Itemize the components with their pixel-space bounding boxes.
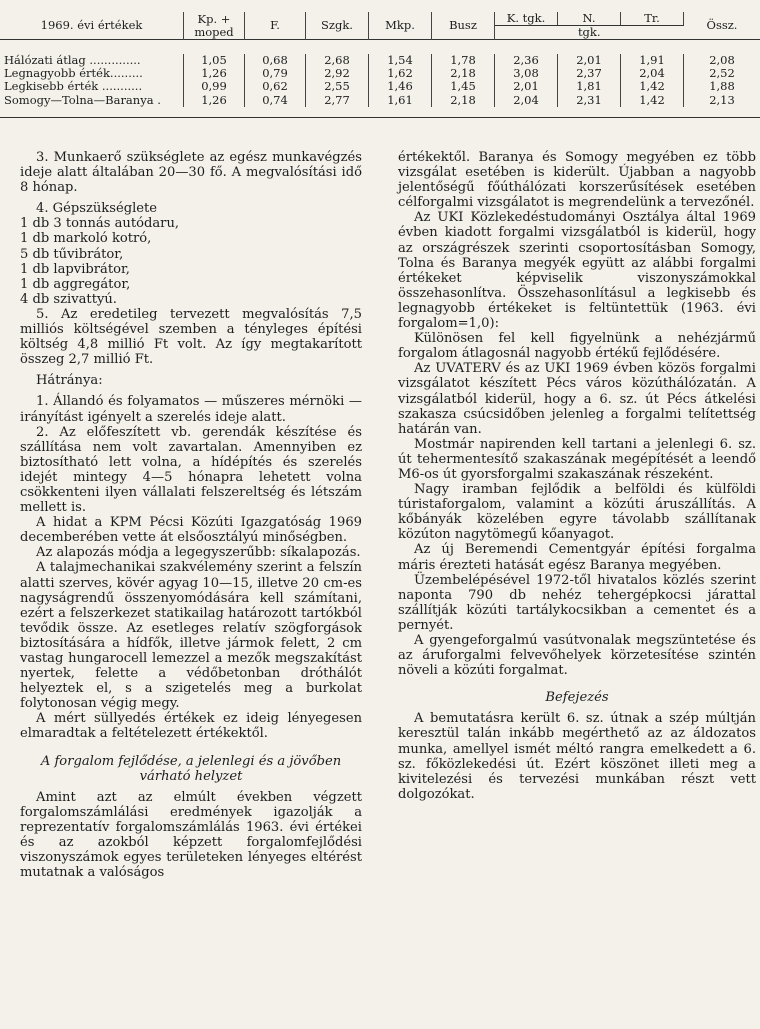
list-item: 1 db aggregátor, <box>20 276 131 292</box>
header-tgk: tgk. <box>495 26 684 40</box>
paragraph: értékektől. Baranya és Somogy megyében ez több vizsgálat esetében is kiderült. Újabban a nagyobb jelentőségű főúthálózati korszerűsítések esetében célforgalmi vizsgálatot is megrendelünk a tervezőnél. <box>398 150 756 211</box>
section-heading: A forgalom fejlődése, a jelenlegi és a jövőben várható helyzet <box>40 753 342 784</box>
traffic-table-wrapper <box>0 12 760 118</box>
left-column <box>20 150 362 880</box>
table-cell: 1,42 <box>621 80 684 93</box>
table-cell: 1,81 <box>558 80 621 93</box>
table-cell: 1,42 <box>621 94 684 107</box>
table-cell: 0,74 <box>245 94 306 107</box>
row-label: Somogy—Tolna—Baranya . <box>0 94 184 107</box>
paragraph: 4. Gépszükséglete <box>36 201 158 217</box>
table-cell: 2,18 <box>432 67 495 80</box>
header-f: F. <box>245 12 306 40</box>
right-column <box>398 150 756 802</box>
table-cell: 0,99 <box>184 80 245 93</box>
table-cell: 2,92 <box>306 67 369 80</box>
paragraph: 5. Az eredetileg tervezett megvalósítás 7,5 milliós költségével szemben a tényleges építési költség 4,8 millió Ft volt. Az így megtakarított összeg 2,7 millió Ft. <box>20 306 362 368</box>
paragraph: A hidat a KPM Pécsi Közúti Igazgatóság 1969 decemberében vette át elsőosztályú minőségben. <box>20 515 362 546</box>
header-ossz: Össz. <box>706 18 738 32</box>
header-n: N. <box>558 12 621 26</box>
header-busz: Busz <box>432 12 495 40</box>
paragraph: A mért süllyedés értékek ez ideig lényegesen elmaradtak a feltételezett értékektől. <box>20 711 362 742</box>
list-item: 1 db 3 tonnás autódaru, <box>20 216 180 232</box>
paragraph: 1. Állandó és folyamatos — műszeres mérnöki — irányítást igényelt a szerelés ideje alatt. <box>20 394 362 425</box>
header-ktgk: K. tgk. <box>495 12 558 26</box>
table-row <box>0 80 760 93</box>
paragraph: Hátránya: <box>36 373 103 389</box>
table-row <box>0 94 760 107</box>
row-label: Hálózati átlag .............. <box>0 54 184 67</box>
paragraph: Nagy iramban fejlődik a belföldi és külföldi túristaforgalom, valamint a közúti áruszállítás. A kőbányák közelében egyre távolabb szállítanak közúton nagytömegű kőanyagot. <box>398 482 756 543</box>
list-item: 4 db szivattyú. <box>20 291 117 307</box>
paragraph: Mostmár napirenden kell tartani a jelenlegi 6. sz. út tehermentesítő szakaszának megépítését a leendő M6-os út gyorsforgalmi szakaszának részeként. <box>398 436 756 482</box>
table-cell: 2,68 <box>306 54 369 67</box>
paragraph: Amint azt az elmúlt években végzett forgalomszámlálási eredmények igazolják a reprezentatív forgalomszámlálás 1963. évi értékei és az azokból képzett forgalomfejlődési viszonyszámok egyes területeken lényeges eltérést mutatnak a valóságos <box>20 789 362 881</box>
row-label: Legkisebb érték ........... <box>0 80 184 93</box>
header-year: 1969. évi értékek <box>0 12 184 40</box>
table-cell: 0,62 <box>245 80 306 93</box>
paragraph: 2. Az előfeszített vb. gerendák készítése és szállítása nem volt zavartalan. Amennyiben ez biztosítható lett volna, a hídépítés és szerelés idejét mintegy 4—5 hónapra lehetett volna csökkenteni ilyen vállalati felszereltség és létszám mellett is. <box>20 424 362 516</box>
table-cell: 1,26 <box>184 67 245 80</box>
table-cell: 2,37 <box>558 67 621 80</box>
table-cell: 2,04 <box>495 94 558 107</box>
table-cell: 1,05 <box>184 54 245 67</box>
table-cell: 2,55 <box>306 80 369 93</box>
table-cell: 1,91 <box>621 54 684 67</box>
table-cell: 1,54 <box>369 54 432 67</box>
table-cell: 2,08 <box>709 53 735 67</box>
table-cell: 1,78 <box>432 54 495 67</box>
table-cell: 1,61 <box>369 94 432 107</box>
paragraph: A gyengeforgalmú vasútvonalak megszüntetése és az áruforgalmi felvevőhelyek körzetesítése szintén növeli a közúti forgalmat. <box>398 633 756 679</box>
paragraph: A bemutatásra került 6. sz. útnak a szép múltján keresztül talán inkább megérthető az az áldozatos munka, amellyel ismét méltó rangra emelkedett a 6. sz. főközlekedési út. Ezért köszönet illeti meg a kivitelezési és tervezési munkában részt vett dolgozókat. <box>398 711 756 802</box>
table-cell: 2,18 <box>432 94 495 107</box>
header-tr: Tr. <box>621 12 684 26</box>
table-cell: 0,68 <box>245 54 306 67</box>
table-cell: 3,08 <box>495 67 558 80</box>
list-item: 1 db markoló kotró, <box>20 231 152 247</box>
table-cell: 0,79 <box>245 67 306 80</box>
paragraph: Az alapozás módja a legegyszerűbb: síkalapozás. <box>36 545 361 561</box>
list-item: 5 db tűvibrátor, <box>20 246 124 262</box>
traffic-index-table <box>0 12 760 118</box>
table-cell: 1,46 <box>369 80 432 93</box>
table-cell: 2,01 <box>495 80 558 93</box>
table-cell: 2,77 <box>306 94 369 107</box>
table-cell: 2,01 <box>558 54 621 67</box>
header-mkp: Mkp. <box>369 12 432 40</box>
table-cell: 2,04 <box>621 67 684 80</box>
table-cell: 2,52 <box>709 66 735 81</box>
header-kp: Kp. + moped <box>184 12 245 40</box>
paragraph: 3. Munkaerő szükséglete az egész munkavégzés ideje alatt általában 20—30 fő. A megvalósítási idő 8 hónap. <box>20 150 362 196</box>
header-szgk: Szgk. <box>306 12 369 40</box>
table-cell: 1,62 <box>369 67 432 80</box>
section-heading: Befejezés <box>545 690 609 706</box>
table-cell: 1,26 <box>184 94 245 107</box>
paragraph: Az UKI Közlekedéstudományi Osztálya által 1969 évben kiadott forgalmi vizsgálatból is kiderül, hogy az országrészek szerinti csoportosításban Somogy, Tolna és Baranya megyék együtt az alábbi forgalmi értékeket képviselik viszonyszámokkal összehasonlítva. Összehasonlításul a legkisebb és legnagyobb értékeket is feltüntettük (1963. évi forgalom=1,0): <box>398 210 756 332</box>
table-cell: 2,13 <box>709 92 735 107</box>
row-label: Legnagyobb érték......... <box>0 67 184 80</box>
list-item: 1 db lapvibrátor, <box>20 261 130 277</box>
table-cell: 2,36 <box>495 54 558 67</box>
table-cell: 1,88 <box>709 79 735 94</box>
paragraph: Az új Beremendi Cementgyár építési forgalma máris érezteti hatását egész Baranya megyében. <box>398 542 756 573</box>
paragraph: Üzembelépésével 1972-től hivatalos közlés szerint naponta 790 db nehéz tehergépkocsi járattal szállítják közúti tartálykocsikban a cementet és a pernyét. <box>398 572 756 633</box>
table-cell: 1,45 <box>432 80 495 93</box>
paragraph: Az UVATERV és az UKI 1969 évben közös forgalmi vizsgálatot készített Pécs város közúthálózatán. A vizsgálatból kiderül, hogy a 6. sz. út Pécs átkelési szakasza csúcsidőben jelenleg a forgalmi telítettség határán van. <box>398 361 756 437</box>
table-cell: 2,31 <box>558 94 621 107</box>
paragraph: A talajmechanikai szakvélemény szerint a felszín alatti szerves, kövér agyag 10—15, illetve 20 cm-es nagyságrendű összenyomódására kell számítani, ezért a felszerkezet statikailag határozott tartókból tevődik össze. Az esetleges relatív szögforgások biztosítására a hídfők, illetve jármok felett, 2 cm vastag hungarocell lemezzel a mezők megszakítást nyertek, felette a védőbetonban dróthálót helyeztek el, s a szigetelés meg a burkolat folytonosan végig megy. <box>20 560 362 712</box>
paragraph: Különösen fel kell figyelnünk a nehézjármű forgalom átlagosnál nagyobb értékű fejlődésére. <box>398 331 756 362</box>
